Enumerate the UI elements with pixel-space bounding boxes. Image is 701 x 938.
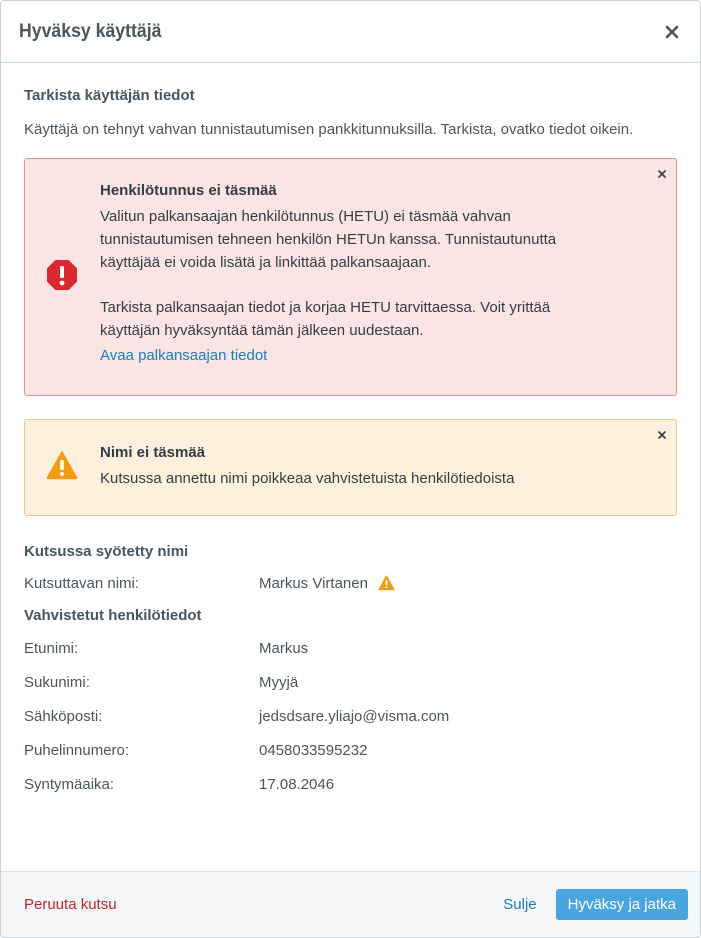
birthdate-value: 17.08.2046 — [259, 775, 335, 793]
octagon-error-icon — [46, 259, 78, 295]
table-row — [24, 638, 677, 658]
hetu-alert-content — [100, 182, 586, 367]
email-label: Sähköposti: — [24, 707, 103, 725]
name-alert-content — [100, 444, 586, 490]
table-row — [24, 672, 677, 692]
invitee-name-row — [24, 573, 677, 593]
hetu-alert-paragraph-2: Tarkista palkansaajan tiedot ja korjaa HETU tarvittaessa. Voit yrittää käyttäjän hyväksyntää tämän jälkeen uudestaan. — [100, 299, 551, 339]
hetu-alert-text — [100, 205, 586, 342]
warning-triangle-icon — [378, 575, 395, 591]
phone-value: 0458033595232 — [259, 741, 368, 759]
dialog-footer — [1, 871, 700, 937]
invitee-name-label: Kutsuttavan nimi: — [24, 574, 140, 592]
check-details-intro: Käyttäjä on tehnyt vahvan tunnistautumisen pankkitunnuksilla. Tarkista, ovatko tiedot oikein. — [24, 121, 634, 138]
table-row — [24, 706, 677, 726]
first-name-value: Markus — [259, 639, 309, 657]
email-value: jedsdsare.yliajo@visma.com — [259, 707, 450, 725]
verified-details-title: Vahvistetut henkilötiedot — [24, 607, 202, 624]
hetu-mismatch-alert — [24, 158, 677, 396]
invitee-name-value-wrap — [259, 575, 395, 592]
user-details — [24, 543, 677, 794]
close-button[interactable]: Sulje — [503, 896, 537, 913]
hetu-alert-heading: Henkilötunnus ei täsmää — [100, 182, 277, 199]
close-icon[interactable] — [656, 429, 668, 441]
last-name-value: Myyjä — [259, 673, 299, 691]
dialog-title: Hyväksy käyttäjä — [19, 20, 162, 42]
check-details-title: Tarkista käyttäjän tiedot — [24, 87, 195, 104]
cancel-invite-button[interactable]: Peruuta kutsu — [24, 896, 117, 913]
name-alert-heading: Nimi ei täsmää — [100, 444, 206, 461]
first-name-label: Etunimi: — [24, 639, 79, 657]
warning-triangle-icon — [46, 450, 78, 484]
birthdate-label: Syntymäaika: — [24, 775, 115, 793]
dialog-header — [1, 1, 700, 63]
approve-and-continue-button[interactable]: Hyväksy ja jatka — [556, 889, 688, 920]
name-mismatch-alert — [24, 419, 677, 516]
open-payee-details-link[interactable]: Avaa palkansaajan tiedot — [100, 347, 268, 364]
phone-label: Puhelinnumero: — [24, 741, 130, 759]
table-row — [24, 740, 677, 760]
invite-name-title: Kutsussa syötetty nimi — [24, 543, 189, 560]
close-icon[interactable] — [656, 168, 668, 180]
table-row — [24, 774, 677, 794]
close-icon[interactable] — [662, 22, 682, 42]
dialog-body — [1, 63, 700, 794]
last-name-label: Sukunimi: — [24, 673, 90, 691]
name-alert-text: Kutsussa annettu nimi poikkeaa vahvistetuista henkilötiedoista — [100, 470, 515, 487]
hetu-alert-paragraph-1: Valitun palkansaajan henkilötunnus (HETU) ei täsmää vahvan tunnistautumisen tehneen henkilön HETUn kanssa. Tunnistautunutta käyttäjää ei voida lisätä ja linkittää palkansaajaan. — [100, 208, 557, 271]
invitee-name-value: Markus Virtanen — [259, 574, 368, 592]
